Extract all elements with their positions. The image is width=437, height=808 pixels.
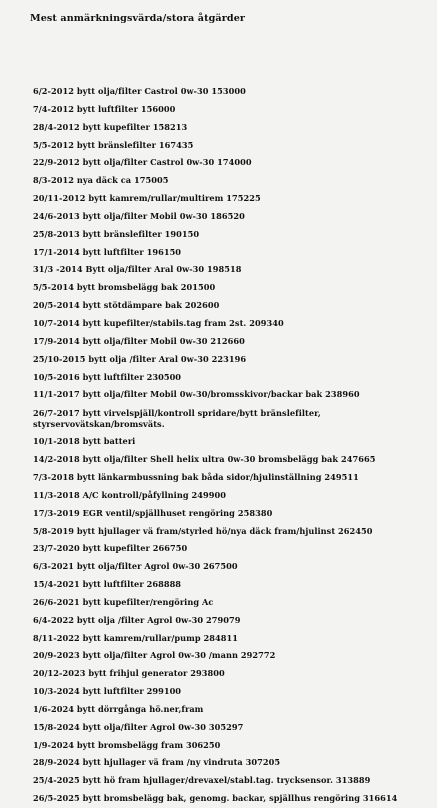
log-entry: 26/7-2017 bytt virvelspjäll/kontroll spridare/bytt bränslefilter, styrservovätskan/bromsväts. <box>33 407 321 429</box>
maintenance-log <box>33 83 433 808</box>
log-entry: 17/3-2019 EGR ventil/spjällhuset rengöring 258380 <box>33 507 273 518</box>
log-entry: 25/4-2025 bytt hö fram hjullager/drevaxel/stabl.tag. trycksensor. 313889 <box>33 775 371 786</box>
log-entry: 14/2-2018 bytt olja/filter Shell helix ultra 0w-30 bromsbelägg bak 247665 <box>33 454 376 465</box>
log-entry: 10/3-2024 bytt luftfilter 299100 <box>33 686 182 697</box>
log-entry: 10/5-2016 bytt luftfilter 230500 <box>33 371 182 382</box>
log-entry: 17/9-2014 bytt olja/filter Mobil 0w-30 212660 <box>33 335 245 346</box>
log-entry: 20/9-2023 bytt olja/filter Agrol 0w-30 /mann 292772 <box>33 650 276 661</box>
log-entry: 26/5-2025 bytt bromsbelägg bak, genomg. backar, spjällhus rengöring 316614 <box>33 793 398 804</box>
log-entry: 7/3-2018 bytt länkarmbussning bak båda sidor/hjulinställning 249511 <box>33 471 359 482</box>
log-entry: 11/1-2017 bytt olja/filter Mobil 0w-30/bromsskivor/backar bak 238960 <box>33 389 360 400</box>
log-entry: 28/9-2024 bytt hjullager vä fram /ny vindruta 307205 <box>33 757 281 768</box>
log-entry: 22/9-2012 bytt olja/filter Castrol 0w-30 174000 <box>33 157 252 168</box>
log-entry: 17/1-2014 bytt luftfilter 196150 <box>33 246 182 257</box>
document-title: Mest anmärkningsvärda/stora åtgärder <box>30 13 246 24</box>
log-entry: 10/1-2018 bytt batteri <box>33 436 136 447</box>
log-entry: 6/2-2012 bytt olja/filter Castrol 0w-30 153000 <box>33 86 246 96</box>
log-entry: 5/5-2014 bytt bromsbelägg bak 201500 <box>33 282 216 293</box>
log-entry: 26/6-2021 bytt kupefilter/rengöring Ac <box>33 596 214 607</box>
log-entry: 8/3-2012 nya däck ca 175005 <box>33 175 169 186</box>
log-entry: 5/5-2012 bytt bränslefilter 167435 <box>33 139 194 150</box>
log-entry: 10/7-2014 bytt kupefilter/stabils.tag fram 2st. 209340 <box>33 317 284 328</box>
log-entry: 25/10-2015 bytt olja /filter Aral 0w-30 223196 <box>33 353 247 364</box>
log-entry: 24/6-2013 bytt olja/filter Mobil 0w-30 186520 <box>33 210 245 221</box>
log-entry: 23/7-2020 bytt kupefilter 266750 <box>33 543 188 554</box>
log-entry: 20/11-2012 bytt kamrem/rullar/multirem 175225 <box>33 193 261 204</box>
log-entry: 7/4-2012 bytt luftfilter 156000 <box>33 103 176 114</box>
log-entry: 28/4-2012 bytt kupefilter 158213 <box>33 121 188 132</box>
log-entry: 8/11-2022 bytt kamrem/rullar/pump 284811 <box>33 632 239 643</box>
log-entry: 15/8-2024 bytt olja/filter Agrol 0w-30 305297 <box>33 721 244 732</box>
log-entry: 20/5-2014 bytt stötdämpare bak 202600 <box>33 300 220 311</box>
log-entry: 1/6-2024 bytt dörrgånga hö.ner,fram <box>33 703 204 714</box>
log-entry: 31/3 -2014 Bytt olja/filter Aral 0w-30 198518 <box>33 264 242 275</box>
log-entry: 5/8-2019 bytt hjullager vä fram/styrled hö/nya däck fram/hjulinst 262450 <box>33 525 373 536</box>
log-entry: 15/4-2021 bytt luftfilter 268888 <box>33 579 182 590</box>
log-entry: 6/3-2021 bytt olja/filter Agrol 0w-30 267500 <box>33 561 238 572</box>
log-entry: 20/12-2023 bytt frihjul generator 293800 <box>33 668 225 679</box>
log-entry: 11/3-2018 A/C kontroll/påfyllning 249900 <box>33 489 226 500</box>
log-entry: 6/4-2022 bytt olja /filter Agrol 0w-30 279079 <box>33 614 241 625</box>
log-entry: 25/8-2013 bytt bränslefilter 190150 <box>33 228 200 239</box>
log-entry: 1/9-2024 bytt bromsbelägg fram 306250 <box>33 739 221 750</box>
